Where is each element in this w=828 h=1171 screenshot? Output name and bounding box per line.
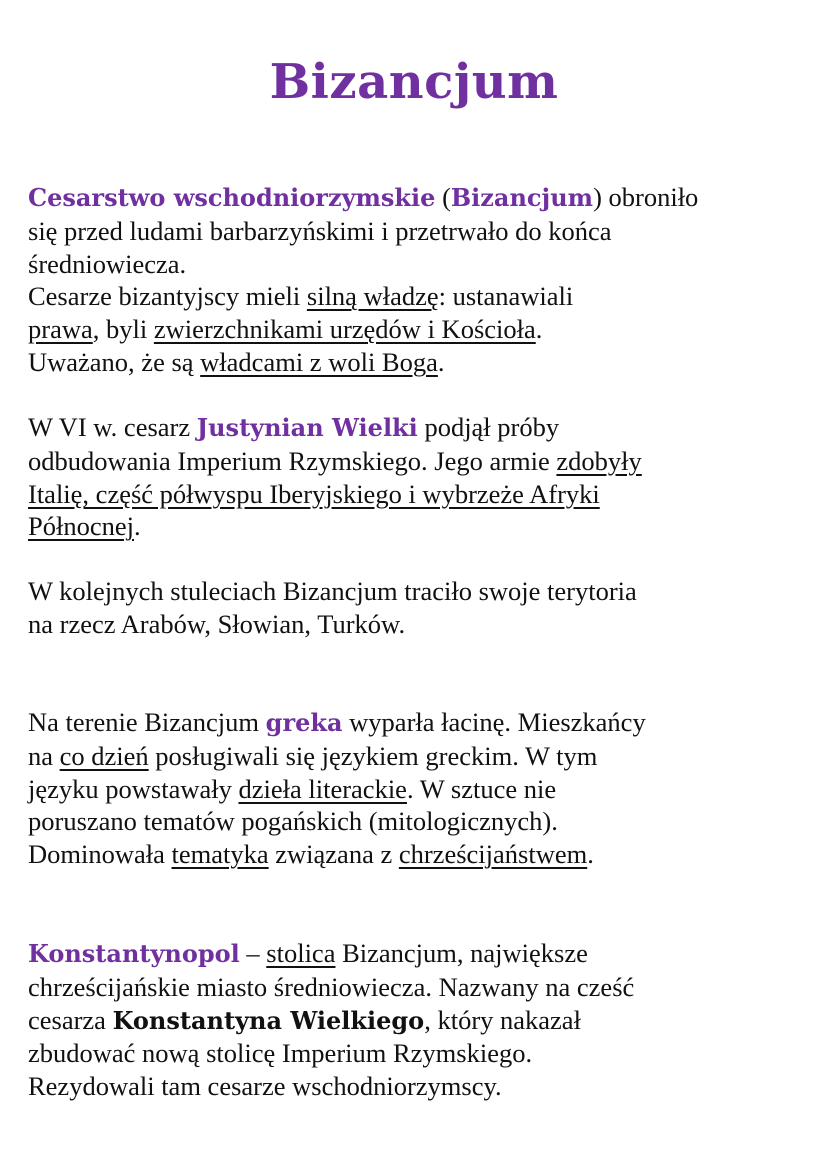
text-span: podjął próby: [417, 412, 560, 442]
text-line: [28, 313, 818, 346]
text-line: W kolejnych stuleciach Bizancjum traciło swoje terytoria: [28, 576, 637, 606]
paragraph-terytoria: [28, 575, 818, 641]
text-span: Uważano, że są: [28, 346, 201, 377]
underlined-term: zwierzchnikami urzędów i Kościoła: [153, 314, 536, 345]
underlined-term: Północnej: [28, 511, 134, 542]
text-span: języku powstawały: [28, 773, 239, 804]
paragraph-justynian: [28, 411, 818, 543]
text-span: .: [437, 346, 445, 377]
text-line: [28, 181, 818, 215]
underlined-term: Italię, część półwyspu Iberyjskiego i wybrzeże Afryki: [28, 478, 600, 509]
paragraph-konstantynopol: [28, 937, 818, 1103]
highlight-term: greka: [265, 708, 343, 737]
text-span: na: [28, 740, 60, 771]
underlined-term: zdobyły: [556, 445, 642, 476]
text-span: .: [134, 511, 141, 542]
text-span: Cesarze bizantyjscy mieli: [28, 281, 307, 312]
underlined-term: władcami z woli Boga: [200, 346, 438, 377]
underlined-term: silną władzę: [306, 281, 439, 312]
underlined-term: prawa: [28, 314, 93, 345]
page-title: Bizancjum: [269, 54, 559, 110]
text-line: [28, 280, 818, 313]
text-line: [28, 478, 818, 511]
highlight-term: Cesarstwo wschodniorzymskie: [28, 183, 436, 212]
text-line: Rezydowali tam cesarze wschodniorzymscy.: [28, 1071, 502, 1102]
text-span: , byli: [92, 314, 154, 345]
text-line: [28, 445, 818, 478]
underlined-term: tematyka: [171, 839, 269, 870]
text-span: wyparła łacinę. Mieszkańcy: [342, 707, 646, 737]
text-line: [28, 706, 818, 740]
text-line: się przed ludami barbarzyńskimi i przetrwało do końca: [28, 215, 612, 246]
text-span: .: [535, 314, 543, 345]
highlight-term: Bizancjum: [450, 183, 594, 212]
text-line: średniowiecza.: [28, 248, 187, 279]
text-span: związana z: [268, 839, 399, 870]
text-span: . W sztuce nie: [406, 773, 557, 804]
text-span: W VI w. cesarz: [28, 412, 197, 442]
text-line: [28, 510, 818, 543]
text-span: : ustanawiali: [438, 281, 574, 312]
text-span: Dominowała: [28, 839, 172, 870]
text-line: [28, 346, 818, 379]
highlight-term: Konstantynopol: [28, 939, 240, 968]
highlight-term: Justynian Wielki: [196, 413, 418, 442]
text-span: posługiwali się językiem greckim. W tym: [148, 740, 598, 771]
underlined-term: chrześcijaństwem: [398, 839, 588, 870]
underlined-term: co dzień: [59, 740, 149, 771]
underlined-term: stolica: [266, 938, 336, 968]
text-span: Na terenie Bizancjum: [28, 707, 266, 737]
text-line: [28, 773, 818, 806]
text-span: , który nakazał: [424, 1004, 581, 1035]
text-line: chrześcijańskie miasto średniowiecza. Nazwany na cześć: [28, 971, 635, 1002]
text-line: [28, 411, 818, 445]
text-span: odbudowania Imperium Rzymskiego. Jego armie: [28, 445, 557, 476]
paragraph-cesarstwo: [28, 181, 818, 379]
paragraph-greka: [28, 706, 818, 871]
text-line: zbudować nową stolicę Imperium Rzymskiego.: [28, 1038, 533, 1069]
text-line: [28, 838, 818, 871]
text-line: [28, 740, 818, 773]
text-span: Bizancjum, największe: [335, 938, 588, 968]
text-line: [28, 1004, 818, 1038]
text-span: (: [435, 182, 451, 212]
text-line: na rzecz Arabów, Słowian, Turków.: [28, 608, 406, 639]
text-span: –: [239, 938, 267, 968]
text-line: poruszano tematów pogańskich (mitologicznych).: [28, 806, 558, 837]
text-span: ) obroniło: [593, 182, 699, 212]
bold-term: Konstantyna Wielkiego: [112, 1005, 425, 1035]
underlined-term: dzieła literackie: [238, 773, 407, 804]
text-line: [28, 937, 818, 971]
text-span: .: [587, 839, 594, 870]
text-span: cesarza: [28, 1004, 113, 1035]
